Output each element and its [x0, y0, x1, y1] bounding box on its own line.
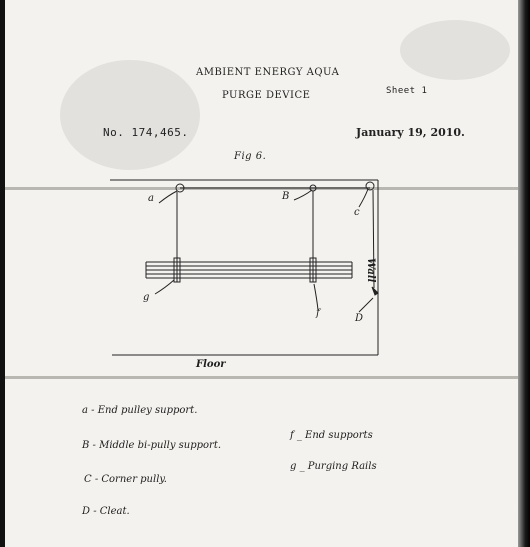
- leader-b: [294, 190, 312, 200]
- leader-c: [359, 189, 368, 207]
- figure-label: Fig 6.: [234, 151, 267, 162]
- label-wall: Wall: [365, 258, 376, 283]
- legend-item-a: a - End pulley support.: [82, 405, 198, 416]
- leader-a: [159, 191, 177, 203]
- pulley-c: [366, 182, 374, 190]
- patent-date: January 19, 2010.: [356, 126, 465, 139]
- label-b: B: [282, 191, 290, 202]
- title-line-2: PURGE DEVICE: [222, 90, 311, 101]
- label-g: g: [143, 292, 150, 303]
- label-a: a: [148, 193, 154, 204]
- legend-item-c: C - Corner pully.: [84, 474, 167, 485]
- leader-g: [155, 280, 174, 294]
- leader-f: [314, 284, 318, 310]
- label-d: D: [355, 313, 364, 324]
- legend-item-b: B - Middle bi-pully support.: [82, 440, 222, 451]
- legend-item-g: g _ Purging Rails: [290, 461, 377, 472]
- patent-number: No. 174,465.: [103, 126, 189, 139]
- legend-item-f: f _ End supports: [290, 430, 373, 441]
- cleat: [372, 287, 378, 295]
- legend-item-d: D - Cleat.: [82, 506, 130, 517]
- sheet-number: Sheet 1: [386, 86, 428, 96]
- label-floor: Floor: [196, 359, 226, 370]
- leader-d: [359, 298, 373, 312]
- title-line-1: AMBIENT ENERGY AQUA: [196, 67, 340, 78]
- label-f: f: [316, 308, 320, 319]
- label-c: c: [354, 207, 360, 218]
